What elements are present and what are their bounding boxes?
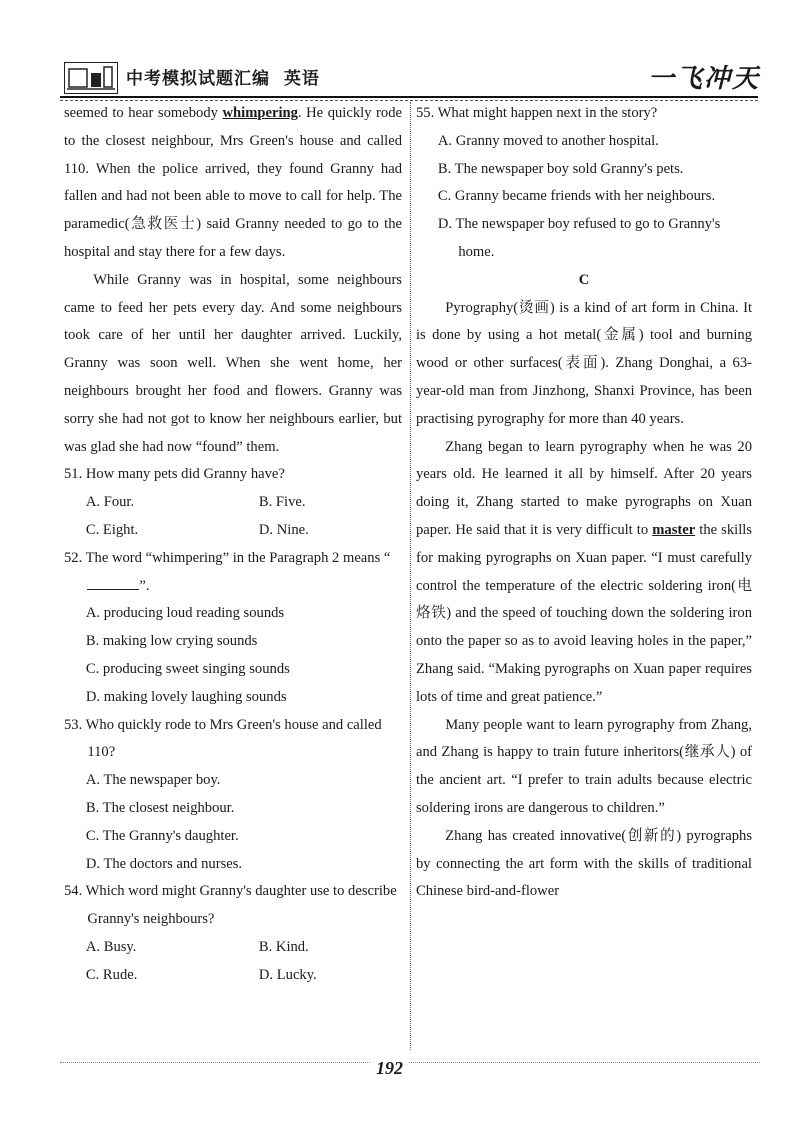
stem-text: 52. The word “whimpering” in the Paragraph 2 means “ xyxy=(64,549,391,566)
option-row xyxy=(64,517,402,545)
option-a[interactable]: A. The newspaper boy. xyxy=(85,772,221,789)
stem-text: ”. xyxy=(139,577,150,594)
option-a[interactable]: A. Granny moved to another hospital. xyxy=(437,132,659,149)
option-d[interactable]: D. Nine. xyxy=(258,521,309,538)
question-52 xyxy=(64,545,402,712)
option-b[interactable]: B. Five. xyxy=(258,494,306,511)
question-54 xyxy=(64,878,402,989)
question-stem: 53. Who quickly rode to Mrs Green's house and called 110? xyxy=(64,716,382,761)
column-divider xyxy=(410,102,411,1050)
text-segment: the skills for making pyrographs on Xuan paper. “I must carefully control the temperature of the electric soldering iron(电烙铁) and the speed of touching down the soldering iron onto the paper so as to avoid leaving holes in the paper,” Zhang said. “Making pyrographs on Xuan paper requires lots of time and great patience.” xyxy=(416,521,752,705)
underlined-word: whimpering xyxy=(222,105,298,121)
question-53 xyxy=(64,712,402,879)
option-c[interactable]: C. Rude. xyxy=(85,966,138,983)
option-d-continued: home. xyxy=(458,243,495,260)
passage-c-paragraph xyxy=(416,434,752,712)
question-stem: 54. Which word might Granny's daughter use to describe Granny's neighbours? xyxy=(64,883,397,928)
header-rule xyxy=(60,96,758,98)
option-d[interactable]: D. The newspaper boy refused to go to Granny's xyxy=(437,216,721,233)
option-b[interactable]: B. The closest neighbour. xyxy=(85,799,235,816)
option-row xyxy=(64,962,402,990)
option-d[interactable]: D. Lucky. xyxy=(258,966,317,983)
option-b[interactable]: B. Kind. xyxy=(258,938,309,955)
option-d[interactable]: D. making lovely laughing sounds xyxy=(85,688,287,705)
option-c[interactable]: C. The Granny's daughter. xyxy=(85,827,239,844)
passage-c-paragraph: Pyrography(烫画) is a kind of art form in China. It is done by using a hot metal(金属) tool and burning wood or other surfaces(表面). Zhang Donghai, a 63-year-old man from Jinzhong, Shanxi Province, has been practising pyrography for more than 40 years. xyxy=(416,299,752,427)
option-row xyxy=(64,934,402,962)
option-a[interactable]: A. Busy. xyxy=(85,938,137,955)
option-a[interactable]: A. Four. xyxy=(85,494,135,511)
answer-blank[interactable] xyxy=(87,575,139,590)
underlined-word: master xyxy=(652,521,696,538)
option-b[interactable]: B. making low crying sounds xyxy=(85,633,258,650)
page-number: 192 xyxy=(370,1058,409,1079)
page-header xyxy=(60,56,760,96)
option-d[interactable]: D. The doctors and nurses. xyxy=(85,855,243,872)
option-c[interactable]: C. producing sweet singing sounds xyxy=(85,660,290,677)
passage-b-paragraph xyxy=(64,100,402,267)
option-c[interactable]: C. Eight. xyxy=(85,521,139,538)
question-stem: 55. What might happen next in the story? xyxy=(416,105,658,121)
text-segment: Zhang began to learn pyrography when he was 20 years old. He learned it all by himself. After 20 years doing it, Zhang started to make pyrographs on Xuan paper. He said that it is very difficult to xyxy=(416,438,752,538)
footer-rule xyxy=(60,1062,760,1063)
option-b[interactable]: B. The newspaper boy sold Granny's pets. xyxy=(437,160,684,177)
book-logo-icon xyxy=(64,62,118,94)
question-51 xyxy=(64,461,402,544)
text-segment: . He quickly rode to the closest neighbour, Mrs Green's house and called 110. When the police arrived, they found Granny had fallen and had not been able to move to call for help. The paramedic(急救医士) said Granny needed to go to the hospital and stay there for a few days. xyxy=(64,105,402,260)
passage-c-paragraph: Many people want to learn pyrography from Zhang, and Zhang is happy to train future inheritors(继承人) of the ancient art. “I prefer to train adults because electric soldering irons are dangerous to children.” xyxy=(416,716,752,816)
question-stem: 51. How many pets did Granny have? xyxy=(64,466,285,483)
book-title: 中考模拟试题汇编 英语 xyxy=(126,69,320,89)
question-55 xyxy=(416,100,752,267)
brand-logo-text: 一飞冲天 xyxy=(647,64,760,94)
passage-b-paragraph: While Granny was in hospital, some neighbours came to feed her pets every day. And some neighbours took care of her until her daughter arrived. Luckily, Granny was soon well. When she went home, her neighbours brought her food and flowers. Granny was sorry she had not got to know her neighbours earlier, but was glad she had now “found” them. xyxy=(64,271,402,455)
right-column xyxy=(416,100,752,906)
book-logo-graphic xyxy=(65,63,117,93)
option-a[interactable]: A. producing loud reading sounds xyxy=(85,605,285,622)
left-column xyxy=(64,100,402,990)
option-row xyxy=(64,489,402,517)
question-stem xyxy=(64,545,402,601)
option-c[interactable]: C. Granny became friends with her neighbours. xyxy=(437,188,716,205)
passage-c-paragraph: Zhang has created innovative(创新的) pyrographs by connecting the art form with the skills of traditional Chinese bird-and-flower xyxy=(416,827,752,900)
text-segment: seemed to hear somebody xyxy=(64,105,223,121)
section-heading-c: C xyxy=(578,271,590,288)
